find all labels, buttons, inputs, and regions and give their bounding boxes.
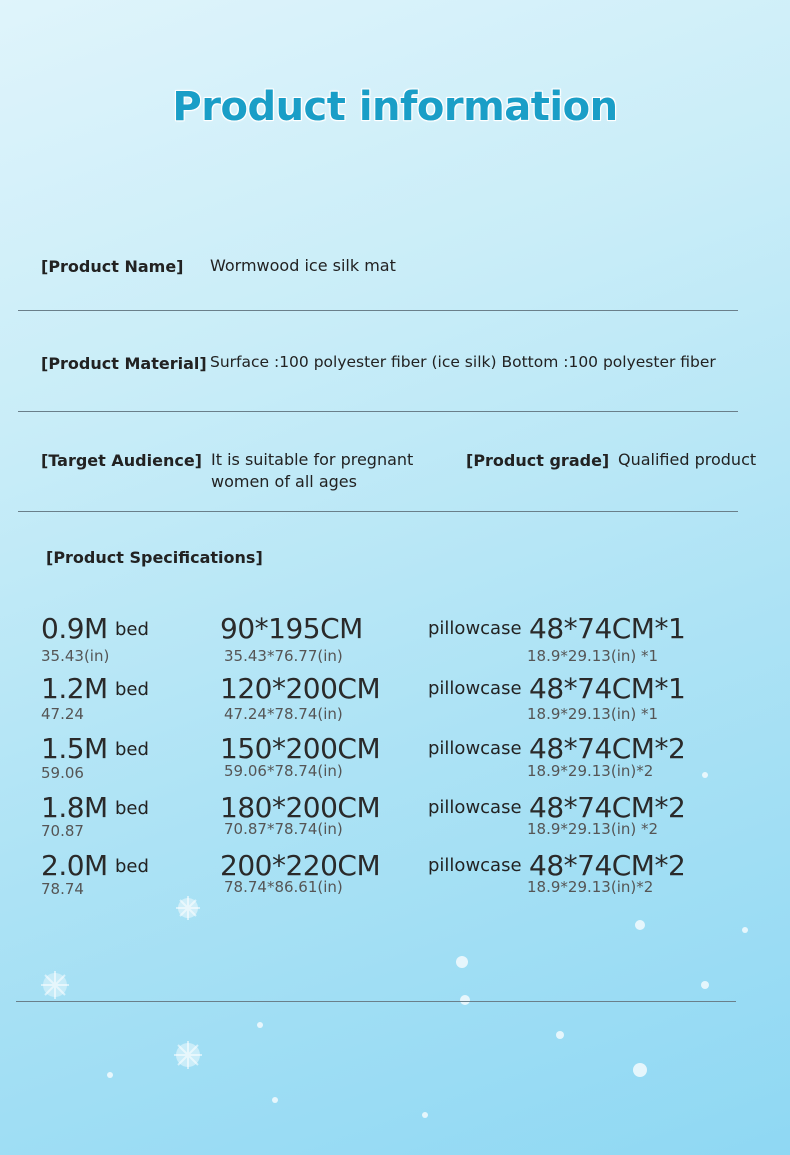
pillowcase-size: 48*74CM*2 [529, 791, 686, 824]
pillowcase-size: 48*74CM*2 [529, 849, 686, 882]
product-name-value: Wormwood ice silk mat [210, 256, 396, 275]
spec-row [0, 612, 790, 672]
pillowcase-size-inches: 18.9*29.13(in) *1 [527, 647, 659, 665]
bed-size-inches: 47.24 [41, 705, 84, 723]
bed-size-inches: 78.74 [41, 880, 84, 898]
pillowcase-word: pillowcase [428, 738, 522, 759]
bed-size-inches: 70.87 [41, 822, 84, 840]
pillowcase-size: 48*74CM*1 [529, 612, 686, 645]
spec-row [0, 791, 790, 851]
pillowcase-size-inches: 18.9*29.13(in)*2 [527, 762, 654, 780]
product-grade-label: [Product grade] [466, 451, 610, 470]
spec-row [0, 672, 790, 732]
bed-dimensions: 150*200CM [220, 732, 381, 765]
bed-dimensions-inches: 59.06*78.74(in) [224, 762, 343, 780]
product-name-label: [Product Name] [41, 257, 184, 276]
divider [18, 511, 738, 512]
pillowcase-size-inches: 18.9*29.13(in)*2 [527, 878, 654, 896]
pillowcase-size-inches: 18.9*29.13(in) *1 [527, 705, 659, 723]
target-audience-value-line2: women of all ages [211, 472, 357, 491]
bed-size: 2.0M [41, 849, 108, 882]
bed-word: bed [115, 739, 149, 760]
product-material-value: Surface :100 polyester fiber (ice silk) Bottom :100 polyester fiber [210, 353, 716, 371]
bed-word: bed [115, 619, 149, 640]
spec-row [0, 732, 790, 792]
bed-size-inches: 35.43(in) [41, 647, 110, 665]
bed-size: 0.9M [41, 612, 108, 645]
product-material-label: [Product Material] [41, 354, 207, 373]
target-audience-label: [Target Audience] [41, 451, 202, 470]
target-audience-value-line1: It is suitable for pregnant [211, 450, 414, 469]
pillowcase-word: pillowcase [428, 618, 522, 639]
pillowcase-size-inches: 18.9*29.13(in) *2 [527, 820, 659, 838]
page-title: Product information [172, 84, 618, 130]
bed-size: 1.8M [41, 791, 108, 824]
bed-size: 1.2M [41, 672, 108, 705]
divider [16, 1001, 736, 1002]
bed-dimensions: 200*220CM [220, 849, 381, 882]
bed-word: bed [115, 856, 149, 877]
bed-dimensions-inches: 35.43*76.77(in) [224, 647, 343, 665]
pillowcase-word: pillowcase [428, 678, 522, 699]
bed-dimensions-inches: 47.24*78.74(in) [224, 705, 343, 723]
bed-dimensions: 90*195CM [220, 612, 363, 645]
divider [18, 310, 738, 311]
bed-dimensions: 120*200CM [220, 672, 381, 705]
spec-row [0, 849, 790, 909]
pillowcase-word: pillowcase [428, 855, 522, 876]
bed-size: 1.5M [41, 732, 108, 765]
product-specifications-label: [Product Specifications] [46, 548, 263, 567]
bed-dimensions-inches: 78.74*86.61(in) [224, 878, 343, 896]
product-grade-value: Qualified product [618, 450, 757, 469]
pillowcase-size: 48*74CM*2 [529, 732, 686, 765]
bed-size-inches: 59.06 [41, 764, 84, 782]
pillowcase-word: pillowcase [428, 797, 522, 818]
divider [18, 411, 738, 412]
bed-dimensions: 180*200CM [220, 791, 381, 824]
bed-word: bed [115, 679, 149, 700]
bed-word: bed [115, 798, 149, 819]
bed-dimensions-inches: 70.87*78.74(in) [224, 820, 343, 838]
pillowcase-size: 48*74CM*1 [529, 672, 686, 705]
